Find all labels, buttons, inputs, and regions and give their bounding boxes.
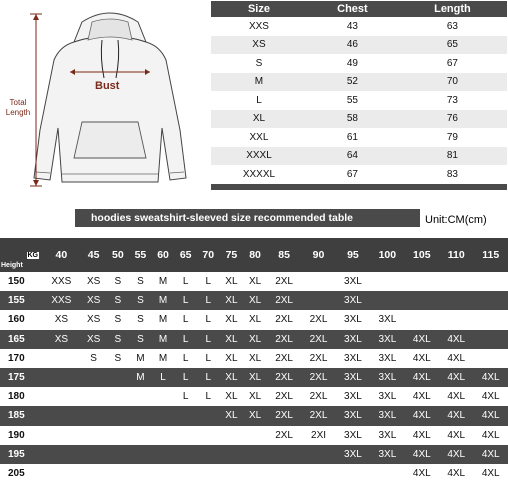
recommended-size-cell: 4XL (439, 387, 473, 406)
recommended-size-cell (405, 291, 439, 310)
weight-header: 105 (405, 238, 439, 272)
recommended-size-cell: 3XL (336, 387, 370, 406)
chest-cell: 49 (307, 54, 398, 73)
chest-cell: 58 (307, 110, 398, 129)
recommended-size-cell: 2XL (301, 349, 335, 368)
chest-cell: 46 (307, 36, 398, 55)
height-cell: 165 (0, 330, 42, 349)
recommended-size-cell (152, 445, 175, 464)
recommended-size-cell: L (174, 368, 197, 387)
recommended-size-cell: 4XL (405, 387, 439, 406)
weight-header: 115 (473, 238, 508, 272)
corner-cell (0, 238, 42, 272)
size-cell: M (211, 73, 307, 92)
recommended-size-cell: S (81, 349, 107, 368)
recommended-size-cell: 4XL (405, 445, 439, 464)
weight-header: 100 (370, 238, 404, 272)
height-label: Height (1, 262, 23, 269)
recommended-size-cell: 4XL (473, 406, 508, 425)
recommended-size-cell: 3XL (336, 368, 370, 387)
unit-label: Unit:CM(cm) (425, 214, 487, 226)
recommended-size-cell: L (174, 330, 197, 349)
recommended-size-cell: 3XL (370, 445, 404, 464)
recommended-size-cell (405, 310, 439, 329)
chest-cell: 64 (307, 147, 398, 166)
height-row (0, 291, 508, 310)
recommended-size-cell (152, 406, 175, 425)
recommended-size-cell: XL (243, 349, 267, 368)
recommended-size-cell: L (197, 368, 220, 387)
recommended-size-cell: 4XL (439, 349, 473, 368)
total-length-label: Total Length (5, 98, 31, 117)
size-header: Size (211, 1, 307, 17)
size-table-header-row (211, 1, 507, 17)
size-row (211, 91, 507, 110)
recommended-size-cell: 4XL (405, 330, 439, 349)
recommended-size-cell: S (107, 310, 130, 329)
recommended-size-cell: L (197, 272, 220, 291)
height-row (0, 426, 508, 445)
size-recommendation-table (0, 238, 508, 483)
recommended-size-cell (301, 291, 335, 310)
recommended-size-cell: L (174, 387, 197, 406)
recommended-size-cell (473, 291, 508, 310)
size-row (211, 128, 507, 147)
size-measurement-table (211, 1, 507, 190)
height-row (0, 272, 508, 291)
recommended-size-cell: 2XL (267, 368, 301, 387)
recommended-size-cell (336, 464, 370, 483)
recommended-size-cell: 4XL (405, 368, 439, 387)
height-row (0, 445, 508, 464)
recommended-size-cell: 3XL (370, 406, 404, 425)
recommended-size-cell (107, 464, 130, 483)
height-row (0, 406, 508, 425)
recommended-size-cell (129, 387, 152, 406)
recommended-size-cell: L (197, 330, 220, 349)
recommended-size-cell: M (152, 349, 175, 368)
recommended-size-cell (267, 464, 301, 483)
recommended-size-cell (439, 291, 473, 310)
recommended-size-cell: 3XL (370, 387, 404, 406)
recommended-size-cell: 4XL (439, 368, 473, 387)
recommended-size-cell: M (152, 272, 175, 291)
height-cell: 180 (0, 387, 42, 406)
height-cell: 190 (0, 426, 42, 445)
size-cell: XS (211, 36, 307, 55)
recommended-size-cell: 3XL (370, 368, 404, 387)
recommended-size-cell: L (197, 349, 220, 368)
recommended-size-cell: 3XL (336, 406, 370, 425)
weight-header: 70 (197, 238, 220, 272)
recommended-size-cell: L (197, 387, 220, 406)
height-cell: 205 (0, 464, 42, 483)
chest-cell: 55 (307, 91, 398, 110)
weight-header: 75 (220, 238, 244, 272)
recommended-size-cell: S (129, 272, 152, 291)
length-cell: 83 (398, 165, 507, 184)
recommended-size-cell: 2XL (301, 406, 335, 425)
recommended-size-cell (439, 272, 473, 291)
weight-header: 40 (42, 238, 81, 272)
height-row (0, 387, 508, 406)
recommended-size-cell: S (107, 272, 130, 291)
recommended-size-cell (473, 310, 508, 329)
recommended-size-cell (42, 368, 81, 387)
recommended-size-cell: 4XL (439, 406, 473, 425)
recommended-size-cell (107, 368, 130, 387)
recommended-size-cell: 2XL (267, 310, 301, 329)
recommendation-body (0, 272, 508, 483)
recommended-size-cell: 2XL (267, 272, 301, 291)
recommended-size-cell: XL (220, 368, 244, 387)
size-cell: XL (211, 110, 307, 129)
recommended-size-cell: L (152, 368, 175, 387)
recommended-size-cell: S (107, 330, 130, 349)
height-cell: 170 (0, 349, 42, 368)
recommended-size-cell (152, 464, 175, 483)
size-cell: XXS (211, 17, 307, 36)
recommended-size-cell: XS (42, 330, 81, 349)
size-cell: XXXXL (211, 165, 307, 184)
recommended-size-cell (267, 445, 301, 464)
recommended-size-cell: 3XL (336, 272, 370, 291)
recommended-size-cell (301, 272, 335, 291)
recommended-size-cell (107, 406, 130, 425)
size-table-body (211, 17, 507, 190)
length-cell: 70 (398, 73, 507, 92)
weight-header-row (0, 238, 508, 272)
recommended-size-cell (174, 426, 197, 445)
recommended-size-cell: 4XL (439, 426, 473, 445)
weight-header: 45 (81, 238, 107, 272)
size-row (211, 147, 507, 166)
recommended-size-cell (42, 426, 81, 445)
hoodie-illustration (0, 0, 210, 200)
recommended-size-cell: 4XL (473, 445, 508, 464)
recommended-size-cell (473, 330, 508, 349)
recommended-size-cell: S (129, 310, 152, 329)
recommended-size-cell: M (129, 349, 152, 368)
recommended-size-cell: XXS (42, 272, 81, 291)
recommended-size-cell: L (174, 349, 197, 368)
recommended-size-cell (42, 464, 81, 483)
recommended-size-cell: 3XL (336, 330, 370, 349)
recommended-size-cell: M (152, 330, 175, 349)
recommended-size-cell (197, 426, 220, 445)
recommended-size-cell: XXS (42, 291, 81, 310)
recommended-size-cell: XS (42, 310, 81, 329)
size-row (211, 36, 507, 55)
recommended-size-cell (42, 406, 81, 425)
size-cell: XXL (211, 128, 307, 147)
recommended-size-cell (220, 464, 244, 483)
recommended-size-cell: 2XL (267, 406, 301, 425)
weight-header: 95 (336, 238, 370, 272)
height-cell: 195 (0, 445, 42, 464)
recommended-size-cell (439, 310, 473, 329)
recommended-size-cell (301, 464, 335, 483)
recommended-size-cell (42, 445, 81, 464)
recommended-size-cell (243, 426, 267, 445)
recommended-size-cell: 4XL (405, 349, 439, 368)
recommended-size-cell: XL (220, 310, 244, 329)
recommended-size-cell: M (152, 310, 175, 329)
length-cell: 81 (398, 147, 507, 166)
recommended-size-cell: 3XL (370, 426, 404, 445)
recommended-size-cell: L (197, 310, 220, 329)
recommended-size-cell: 4XL (439, 464, 473, 483)
recommended-size-cell (107, 445, 130, 464)
recommended-size-cell (81, 387, 107, 406)
weight-header: 50 (107, 238, 130, 272)
recommended-size-cell (370, 291, 404, 310)
recommended-size-cell: 4XL (473, 368, 508, 387)
recommended-size-cell: XL (220, 406, 244, 425)
recommended-size-cell: XL (243, 310, 267, 329)
length-cell: 63 (398, 17, 507, 36)
recommended-size-cell: XL (243, 406, 267, 425)
chest-cell: 52 (307, 73, 398, 92)
recommended-size-cell (197, 464, 220, 483)
size-cell: XXXL (211, 147, 307, 166)
recommended-size-cell: 2XL (267, 387, 301, 406)
recommended-size-cell: XL (243, 272, 267, 291)
recommended-size-cell (129, 406, 152, 425)
recommended-size-cell: 4XL (439, 445, 473, 464)
recommended-size-cell (42, 387, 81, 406)
recommended-size-cell (243, 445, 267, 464)
recommended-size-cell: 4XL (473, 387, 508, 406)
recommended-size-cell: 2XL (301, 368, 335, 387)
recommended-size-cell (473, 272, 508, 291)
recommended-size-cell: M (152, 291, 175, 310)
height-cell: 150 (0, 272, 42, 291)
recommended-size-cell: 3XL (336, 426, 370, 445)
recommended-size-cell (81, 464, 107, 483)
recommended-size-cell (370, 272, 404, 291)
weight-header: 60 (152, 238, 175, 272)
recommended-size-cell: 4XL (405, 406, 439, 425)
recommended-size-cell: 2XL (267, 330, 301, 349)
size-row (211, 73, 507, 92)
recommended-size-cell: XS (81, 310, 107, 329)
recommended-size-cell: 4XL (473, 426, 508, 445)
length-cell: 65 (398, 36, 507, 55)
recommended-size-cell: 4XL (439, 330, 473, 349)
recommended-size-cell: 3XL (336, 445, 370, 464)
kg-label: KG (27, 252, 38, 259)
recommended-size-cell: 4XL (473, 464, 508, 483)
weight-header: 55 (129, 238, 152, 272)
chest-cell: 67 (307, 165, 398, 184)
recommended-size-cell (174, 445, 197, 464)
recommended-size-cell (405, 272, 439, 291)
height-row (0, 330, 508, 349)
recommended-size-cell: 2XL (301, 310, 335, 329)
recommended-size-cell: XL (220, 330, 244, 349)
recommended-size-cell (174, 464, 197, 483)
recommended-size-cell (129, 426, 152, 445)
recommended-size-cell: 4XL (405, 426, 439, 445)
recommended-size-cell: L (174, 272, 197, 291)
recommended-size-cell (220, 426, 244, 445)
weight-header: 65 (174, 238, 197, 272)
recommended-size-cell: XL (243, 291, 267, 310)
height-row (0, 310, 508, 329)
recommended-size-cell (81, 406, 107, 425)
height-row (0, 368, 508, 387)
weight-header: 85 (267, 238, 301, 272)
length-cell: 73 (398, 91, 507, 110)
recommended-size-cell (152, 387, 175, 406)
recommended-size-cell: L (197, 291, 220, 310)
recommended-size-cell: S (129, 291, 152, 310)
length-header: Length (398, 1, 507, 17)
recommended-size-cell (243, 464, 267, 483)
recommended-size-cell (129, 445, 152, 464)
recommended-size-cell: S (129, 330, 152, 349)
size-row (211, 17, 507, 36)
height-cell: 160 (0, 310, 42, 329)
chest-cell: 43 (307, 17, 398, 36)
recommended-size-cell: XL (220, 349, 244, 368)
height-row (0, 464, 508, 483)
height-cell: 175 (0, 368, 42, 387)
recommended-size-cell: 2XL (267, 291, 301, 310)
recommended-size-cell (473, 349, 508, 368)
recommended-size-cell (301, 445, 335, 464)
recommended-size-cell: 3XL (370, 310, 404, 329)
recommended-size-cell: XS (81, 330, 107, 349)
recommended-size-cell (42, 349, 81, 368)
chest-cell: 61 (307, 128, 398, 147)
recommended-size-cell: 4XL (405, 464, 439, 483)
bust-label: Bust (95, 80, 120, 92)
recommended-size-cell: 2XL (267, 349, 301, 368)
recommended-size-cell: S (107, 349, 130, 368)
weight-header: 90 (301, 238, 335, 272)
recommended-size-cell: XL (243, 368, 267, 387)
recommended-size-cell (370, 464, 404, 483)
recommended-size-cell: 2XL (301, 330, 335, 349)
recommended-size-cell: 2XL (267, 426, 301, 445)
recommended-size-cell (152, 426, 175, 445)
recommended-size-cell: 2XL (301, 387, 335, 406)
recommended-size-cell: M (129, 368, 152, 387)
recommended-size-cell: XL (243, 330, 267, 349)
length-cell: 67 (398, 54, 507, 73)
recommended-size-cell (197, 445, 220, 464)
chest-header: Chest (307, 1, 398, 17)
size-row (211, 110, 507, 129)
height-cell: 185 (0, 406, 42, 425)
recommended-size-cell: 3XL (370, 330, 404, 349)
length-cell: 76 (398, 110, 507, 129)
recommended-size-cell (81, 445, 107, 464)
recommended-size-cell (129, 464, 152, 483)
size-cell: L (211, 91, 307, 110)
recommend-banner: hoodies sweatshirt-sleeved size recommended table (75, 209, 420, 227)
recommended-size-cell (107, 387, 130, 406)
height-row (0, 349, 508, 368)
recommended-size-cell: 3XL (336, 349, 370, 368)
recommended-size-cell: L (174, 310, 197, 329)
recommended-size-cell (174, 406, 197, 425)
recommended-size-cell (220, 445, 244, 464)
recommended-size-cell: XL (220, 272, 244, 291)
recommended-size-cell (197, 406, 220, 425)
recommended-size-cell: S (107, 291, 130, 310)
height-cell: 155 (0, 291, 42, 310)
size-cell: S (211, 54, 307, 73)
recommended-size-cell: 3XL (336, 291, 370, 310)
recommended-size-cell (81, 368, 107, 387)
weight-header: 80 (243, 238, 267, 272)
recommended-size-cell: XS (81, 291, 107, 310)
recommended-size-cell (107, 426, 130, 445)
length-cell: 79 (398, 128, 507, 147)
recommended-size-cell: 3XL (336, 310, 370, 329)
size-table-footer (211, 184, 507, 190)
weight-header: 110 (439, 238, 473, 272)
recommended-size-cell: L (174, 291, 197, 310)
recommended-size-cell: 3XL (370, 349, 404, 368)
size-row (211, 54, 507, 73)
recommended-size-cell: XL (220, 291, 244, 310)
recommended-size-cell: XL (243, 387, 267, 406)
size-row (211, 165, 507, 184)
footer-bar (211, 184, 507, 190)
recommended-size-cell (81, 426, 107, 445)
recommended-size-cell: XL (220, 387, 244, 406)
recommended-size-cell: 2XI (301, 426, 335, 445)
recommended-size-cell: XS (81, 272, 107, 291)
